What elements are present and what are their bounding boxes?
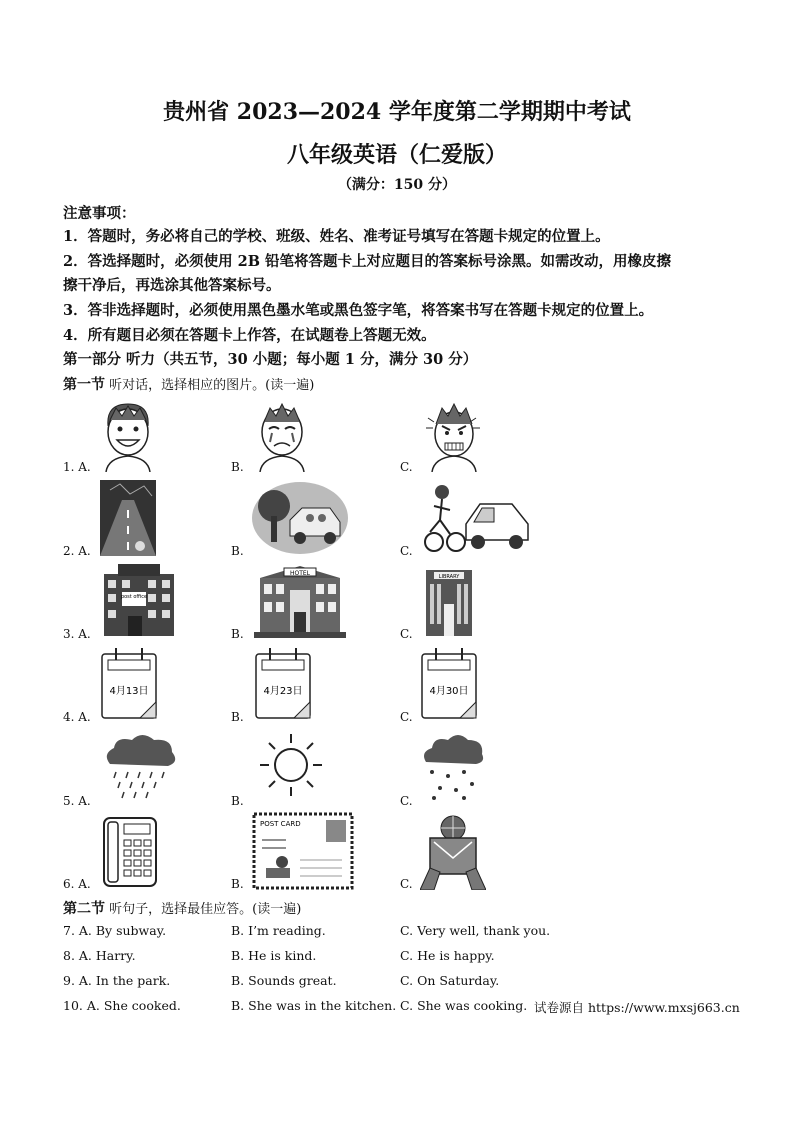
q10-option-a: 10. A. She cooked.: [63, 998, 181, 1013]
postcard-title-text: POST CARD: [260, 820, 301, 828]
q8-option-b: B. He is kind.: [231, 948, 317, 963]
angry-boy-icon: [424, 398, 482, 472]
section1-heading: [63, 374, 314, 394]
library-building-icon: [420, 564, 478, 638]
q3-b-label: B.: [231, 627, 244, 641]
q6-b-label: B.: [231, 877, 244, 891]
calendar-april-13-icon: [98, 646, 160, 722]
exam-subtitle: 八年级英语（仁爱版）: [286, 142, 507, 168]
sun-icon: [256, 730, 326, 800]
q2-b-label: B.: [231, 544, 244, 558]
email-tablet-icon: [420, 812, 486, 890]
q7-option-c: C. Very well, thank you.: [400, 923, 551, 938]
road-walker-icon: [100, 480, 156, 556]
q9-option-b: B. Sounds great.: [231, 973, 337, 988]
happy-boy-icon: [100, 398, 156, 472]
q9-option-c: C. On Saturday.: [400, 973, 500, 988]
telephone-icon: [98, 814, 162, 890]
q1-label: 1. A.: [63, 460, 91, 474]
section2-label: 第二节: [63, 901, 105, 917]
bike-and-car-icon: [422, 480, 532, 556]
section2-heading: [63, 898, 301, 918]
q5-label: 5. A.: [63, 794, 91, 808]
q4-c-label: C.: [400, 710, 413, 724]
notice-heading: 注意事项：: [63, 205, 136, 222]
snow-cloud-icon: [420, 730, 486, 802]
car-trip-icon: [252, 480, 348, 556]
section1-text: 听对话，选择相应的图片。(读一遍): [105, 378, 315, 393]
q2-label: 2. A.: [63, 544, 91, 558]
section2-text: 听句子，选择最佳应答。(读一遍): [105, 902, 302, 917]
post-office-sign-text: post office: [120, 594, 148, 600]
calendar-april-23-icon: [252, 646, 314, 722]
postcard-icon: [252, 812, 354, 890]
q8-option-c: C. He is happy.: [400, 948, 495, 963]
calendar-a-date: 4月13日: [109, 686, 149, 697]
calendar-c-date: 4月30日: [429, 686, 469, 697]
library-sign-text: LIBRARY: [438, 574, 460, 580]
part1-heading: 第一部分 听力（共五节，30 小题；每小题 1 分，满分 30 分）: [63, 351, 478, 368]
q4-label: 4. A.: [63, 710, 91, 724]
q5-c-label: C.: [400, 794, 413, 808]
q4-b-label: B.: [231, 710, 244, 724]
post-office-building-icon: [100, 564, 178, 638]
rain-cloud-icon: [100, 730, 180, 800]
q10-option-c: C. She was cooking.: [400, 998, 528, 1013]
notice-item-2-cont: 擦干净后，再选涂其他答案标号。: [63, 277, 281, 294]
q9-option-a: 9. A. In the park.: [63, 973, 171, 988]
q7-option-b: B. I’m reading.: [231, 923, 326, 938]
notice-item-1: 1．答题时，务必将自己的学校、班级、姓名、准考证号填写在答题卡规定的位置上。: [63, 228, 610, 245]
q7-option-a: 7. A. By subway.: [63, 923, 167, 938]
notice-item-3: 3．答非选择题时，必须使用黑色墨水笔或黑色签字笔，将答案书写在答题卡规定的位置上。: [63, 302, 654, 319]
hotel-building-icon: [254, 564, 346, 638]
q3-label: 3. A.: [63, 627, 91, 641]
q5-b-label: B.: [231, 794, 244, 808]
hotel-sign-text: HOTEL: [289, 570, 311, 577]
exam-score: （满分：150 分）: [337, 177, 457, 193]
q1-c-label: C.: [400, 460, 413, 474]
source-watermark: 试卷源自 https://www.mxsj663.cn: [534, 1000, 740, 1015]
notice-item-2: 2．答选择题时，必须使用 2B 铅笔将答题卡上对应题目的答案标号涂黑。如需改动，用橡皮擦: [63, 253, 672, 270]
q3-c-label: C.: [400, 627, 413, 641]
q8-option-a: 8. A. Harry.: [63, 948, 136, 963]
exam-title: 贵州省 2023—2024 学年度第二学期期中考试: [163, 99, 631, 125]
calendar-b-date: 4月23日: [263, 686, 303, 697]
q10-option-b: B. She was in the kitchen.: [231, 998, 397, 1013]
q1-b-label: B.: [231, 460, 244, 474]
section1-label: 第一节: [63, 377, 105, 393]
notice-item-4: 4．所有题目必须在答题卡上作答，在试题卷上答题无效。: [63, 327, 436, 344]
q6-label: 6. A.: [63, 877, 91, 891]
crying-boy-icon: [254, 398, 310, 472]
calendar-april-30-icon: [418, 646, 480, 722]
q6-c-label: C.: [400, 877, 413, 891]
q2-c-label: C.: [400, 544, 413, 558]
